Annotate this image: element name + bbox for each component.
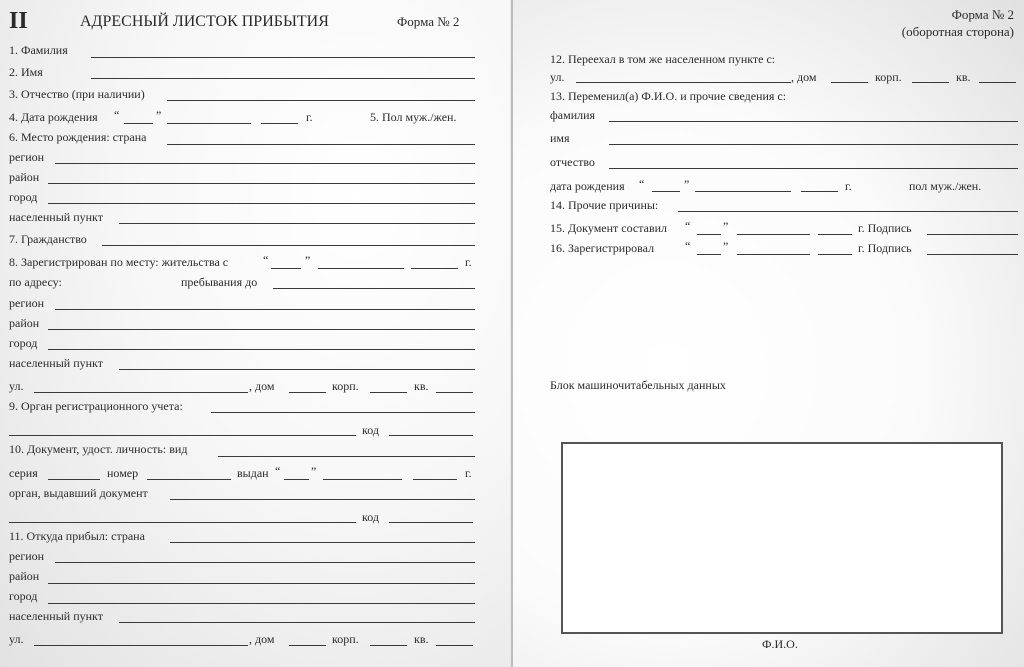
name-label: 2. Имя xyxy=(9,65,43,79)
residence-day-field[interactable] xyxy=(271,268,301,269)
changed-patronymic-field[interactable] xyxy=(609,168,1018,169)
from-building-label: корп. xyxy=(332,632,359,646)
patronymic-field[interactable] xyxy=(167,100,475,101)
id-series-field[interactable] xyxy=(48,479,100,480)
back-form-number: Форма № 2 xyxy=(951,7,1014,22)
reg-building-field[interactable] xyxy=(370,392,407,393)
reg-house-field[interactable] xyxy=(289,392,326,393)
moved-apt-field[interactable] xyxy=(979,82,1016,83)
changed-surname-label: фамилия xyxy=(550,108,596,122)
birthplace-country-label: 6. Место рождения: страна xyxy=(9,130,147,144)
residence-year-field[interactable] xyxy=(411,268,458,269)
quote-close: ” xyxy=(311,464,317,478)
reg-apt-label: кв. xyxy=(414,379,429,393)
registration-residence-label: 8. Зарегистрирован по месту: жительства с xyxy=(9,255,229,269)
year-suffix: г. xyxy=(306,110,313,124)
stay-until-label: пребывания до xyxy=(181,275,258,289)
other-reasons-field[interactable] xyxy=(678,211,1018,212)
changed-dob-label: дата рождения xyxy=(550,179,625,193)
birth-year-field[interactable] xyxy=(261,123,298,124)
id-issuer-label: орган, выдавший документ xyxy=(9,486,148,500)
arrived-from-country-field[interactable] xyxy=(170,542,475,543)
moved-house-label: , дом xyxy=(791,70,817,84)
by-address-label: по адресу: xyxy=(9,275,62,289)
reg-district-field[interactable] xyxy=(48,329,475,330)
form-title: АДРЕСНЫЙ ЛИСТОК ПРИБЫТИЯ xyxy=(80,13,329,30)
changed-patronymic-label: отчество xyxy=(550,155,595,169)
back-side-label: (оборотная сторона) xyxy=(901,24,1014,39)
from-region-field[interactable] xyxy=(55,562,475,563)
birthplace-country-field[interactable] xyxy=(167,144,475,145)
registered-year-signature-label: г. Подпись xyxy=(858,241,912,255)
reg-street-label: ул. xyxy=(9,379,24,393)
name-field[interactable] xyxy=(91,78,475,79)
changed-dob-day-field[interactable] xyxy=(652,191,680,192)
quote-open: “ xyxy=(263,253,269,267)
quote-close: ” xyxy=(723,219,729,233)
form-front-page xyxy=(0,0,510,667)
changed-dob-year-field[interactable] xyxy=(801,191,838,192)
id-issued-year-field[interactable] xyxy=(413,479,457,480)
registered-month-field[interactable] xyxy=(737,254,810,255)
reg-region-label: регион xyxy=(9,296,45,310)
birthplace-city-field[interactable] xyxy=(48,203,475,204)
moved-house-field[interactable] xyxy=(831,82,868,83)
compiled-year-field[interactable] xyxy=(818,234,852,235)
id-document-type-label: 10. Документ, удост. личность: вид xyxy=(9,442,188,456)
citizenship-label: 7. Гражданство xyxy=(9,232,87,246)
citizenship-field[interactable] xyxy=(102,245,475,246)
changed-name-field[interactable] xyxy=(609,144,1018,145)
changed-details-label: 13. Переменил(а) Ф.И.О. и прочие сведения с: xyxy=(550,89,787,103)
birthplace-city-label: город xyxy=(9,190,38,204)
quote-open: “ xyxy=(685,239,691,253)
from-settlement-field[interactable] xyxy=(119,622,475,623)
from-city-label: город xyxy=(9,589,38,603)
from-building-field[interactable] xyxy=(370,645,407,646)
reg-street-field[interactable] xyxy=(34,392,248,393)
id-number-field[interactable] xyxy=(147,479,231,480)
from-city-field[interactable] xyxy=(48,603,475,604)
compiled-signature-field[interactable] xyxy=(927,234,1018,235)
birthplace-region-field[interactable] xyxy=(55,163,475,164)
id-issued-month-field[interactable] xyxy=(323,479,402,480)
moved-within-label: 12. Переехал в том же населенном пункте с: xyxy=(550,52,776,66)
id-issuer-field-2[interactable] xyxy=(9,522,356,523)
year-suffix: г. xyxy=(465,466,472,480)
moved-street-label: ул. xyxy=(550,70,565,84)
other-reasons-label: 14. Прочие причины: xyxy=(550,198,659,212)
registered-by-label: 16. Зарегистрировал xyxy=(550,241,655,255)
changed-name-label: имя xyxy=(550,131,570,145)
quote-open: “ xyxy=(275,464,281,478)
birthplace-region-label: регион xyxy=(9,150,45,164)
quote-close: ” xyxy=(156,108,162,122)
quote-open: “ xyxy=(685,219,691,233)
from-district-field[interactable] xyxy=(48,583,475,584)
quote-open: “ xyxy=(639,177,645,191)
from-apt-field[interactable] xyxy=(436,645,473,646)
birthplace-district-field[interactable] xyxy=(48,183,475,184)
fio-caption: Ф.И.О. xyxy=(762,637,798,651)
compiled-year-signature-label: г. Подпись xyxy=(858,221,912,235)
authority-code-label: код xyxy=(362,423,379,437)
moved-apt-label: кв. xyxy=(956,70,971,84)
reg-building-label: корп. xyxy=(332,379,359,393)
moved-building-field[interactable] xyxy=(912,82,949,83)
quote-close: ” xyxy=(723,239,729,253)
registered-year-field[interactable] xyxy=(818,254,852,255)
reg-district-label: район xyxy=(9,316,40,330)
from-settlement-label: населенный пункт xyxy=(9,609,103,623)
machine-readable-block xyxy=(561,442,1003,634)
id-series-label: серия xyxy=(9,466,38,480)
from-house-label: , дом xyxy=(249,632,275,646)
birth-month-field[interactable] xyxy=(167,123,251,124)
form-number: Форма № 2 xyxy=(397,14,460,29)
registration-authority-field-2[interactable] xyxy=(9,435,356,436)
surname-label: 1. Фамилия xyxy=(9,43,68,57)
reg-region-field[interactable] xyxy=(55,309,475,310)
birth-day-field[interactable] xyxy=(124,123,153,124)
moved-street-field[interactable] xyxy=(576,82,791,83)
patronymic-label: 3. Отчество (при наличии) xyxy=(9,87,145,101)
sex-label: 5. Пол муж./жен. xyxy=(370,110,457,124)
from-street-label: ул. xyxy=(9,632,24,646)
reg-house-label: , дом xyxy=(249,379,275,393)
birthdate-label: 4. Дата рождения xyxy=(9,110,98,124)
issuer-code-label: код xyxy=(362,510,379,524)
moved-building-label: корп. xyxy=(875,70,902,84)
registered-day-field[interactable] xyxy=(697,254,721,255)
surname-field[interactable] xyxy=(91,57,475,58)
changed-sex-label: пол муж./жен. xyxy=(909,179,982,193)
arrived-from-country-label: 11. Откуда прибыл: страна xyxy=(9,529,145,543)
id-issued-day-field[interactable] xyxy=(284,479,309,480)
birthplace-settlement-field[interactable] xyxy=(119,223,475,224)
reg-settlement-field[interactable] xyxy=(119,369,475,370)
reg-settlement-label: населенный пункт xyxy=(9,356,103,370)
from-apt-label: кв. xyxy=(414,632,429,646)
machine-readable-block-label: Блок машиночитабельных данных xyxy=(550,378,726,392)
issuer-code-field[interactable] xyxy=(389,522,473,523)
authority-code-field[interactable] xyxy=(389,435,473,436)
from-street-field[interactable] xyxy=(34,645,248,646)
registration-authority-field[interactable] xyxy=(211,412,475,413)
id-issuer-field[interactable] xyxy=(170,499,475,500)
birthplace-district-label: район xyxy=(9,170,40,184)
compiled-month-field[interactable] xyxy=(737,234,810,235)
from-house-field[interactable] xyxy=(289,645,326,646)
stay-until-field[interactable] xyxy=(273,288,475,289)
year-suffix: г. xyxy=(845,179,852,193)
residence-month-field[interactable] xyxy=(318,268,404,269)
birthplace-settlement-label: населенный пункт xyxy=(9,210,103,224)
roman-numeral: II xyxy=(9,8,28,34)
registration-authority-label: 9. Орган регистрационного учета: xyxy=(9,399,183,413)
from-district-label: район xyxy=(9,569,40,583)
quote-open: “ xyxy=(114,108,120,122)
reg-city-label: город xyxy=(9,336,38,350)
id-document-type-field[interactable] xyxy=(218,456,475,457)
id-number-label: номер xyxy=(107,466,139,480)
changed-dob-month-field[interactable] xyxy=(695,191,791,192)
reg-city-field[interactable] xyxy=(48,349,475,350)
year-suffix: г. xyxy=(465,255,472,269)
reg-apt-field[interactable] xyxy=(436,392,473,393)
changed-surname-field[interactable] xyxy=(609,121,1018,122)
quote-close: ” xyxy=(305,253,311,267)
id-issued-label: выдан xyxy=(237,466,269,480)
document-compiled-label: 15. Документ составил xyxy=(550,221,668,235)
registered-signature-field[interactable] xyxy=(927,254,1018,255)
from-region-label: регион xyxy=(9,549,45,563)
form-back-page xyxy=(513,0,1024,667)
compiled-day-field[interactable] xyxy=(697,234,721,235)
quote-close: ” xyxy=(684,177,690,191)
